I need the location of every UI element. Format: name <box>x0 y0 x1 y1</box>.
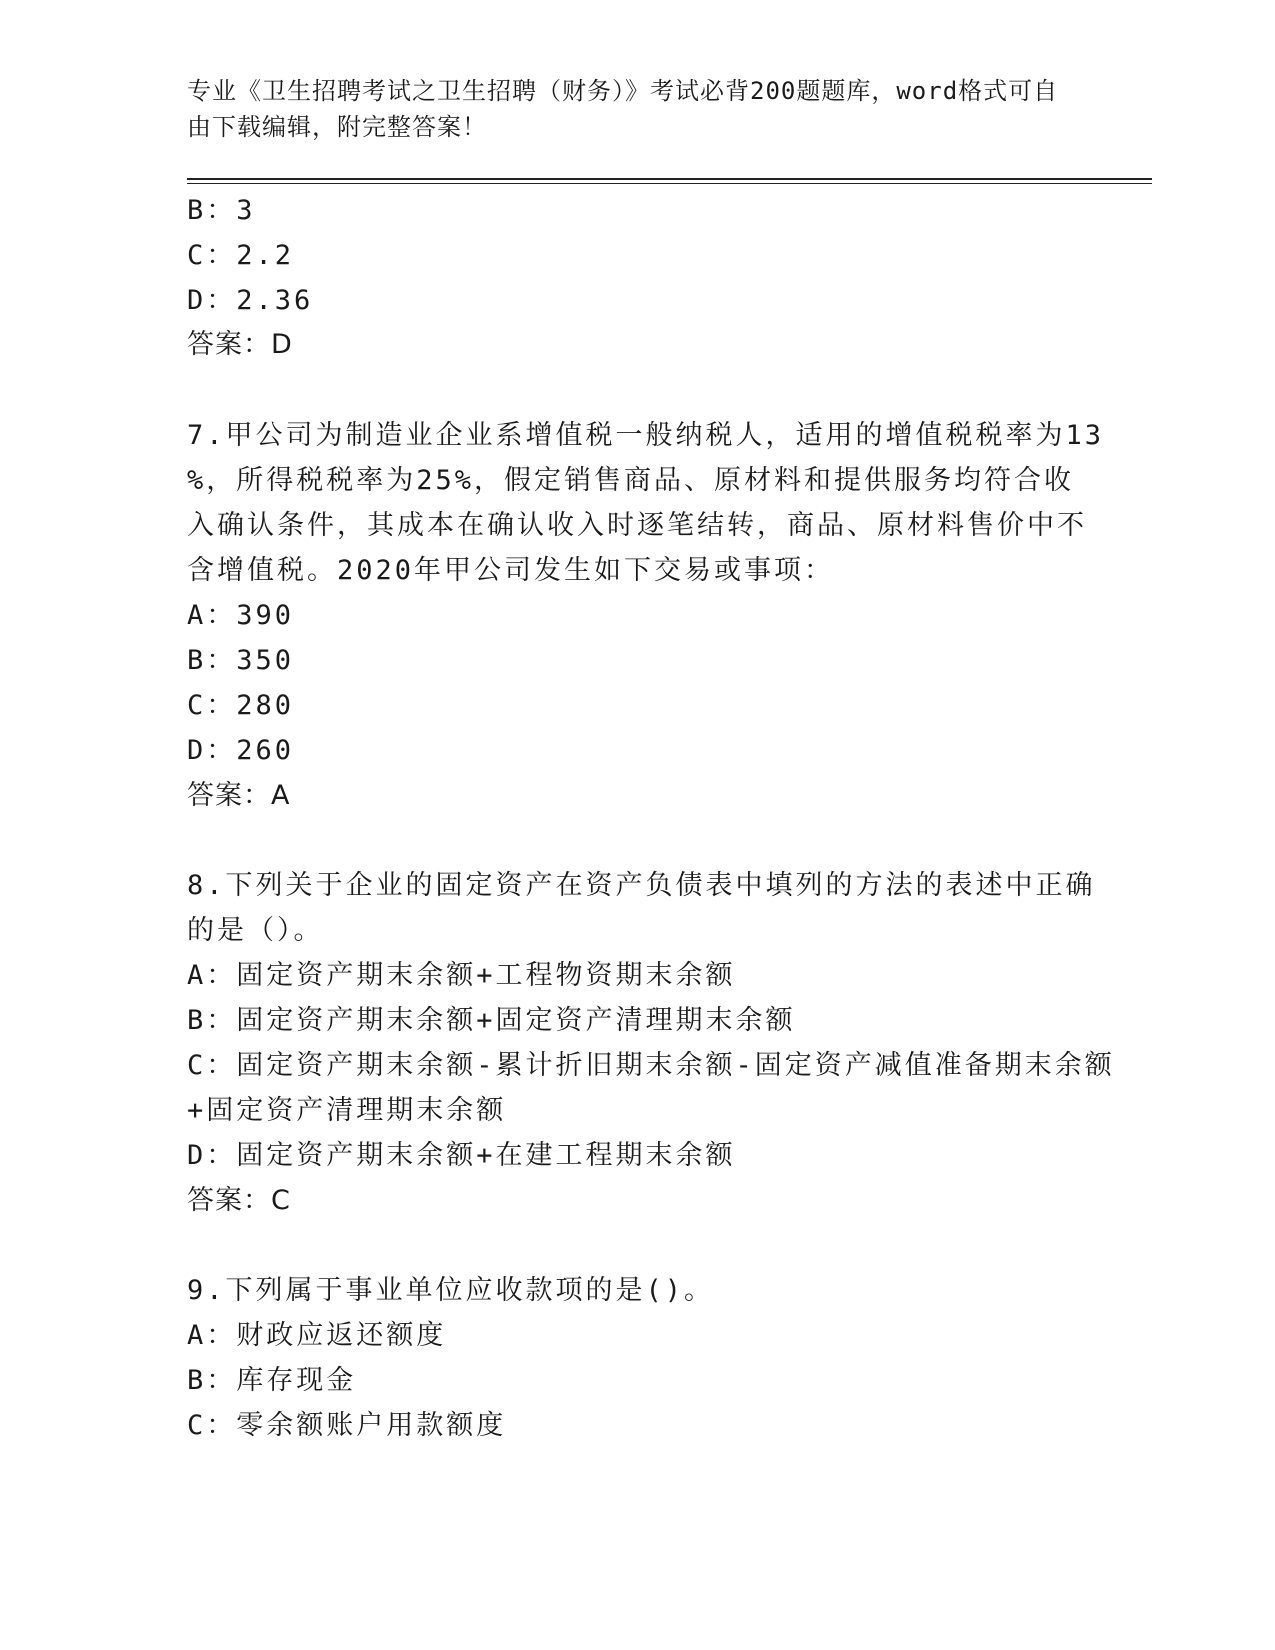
q7-option-a: A：390 <box>187 600 295 631</box>
prev-option-b: B：3 <box>187 195 256 226</box>
q8-stem-line-2: 的是（）。 <box>187 915 324 946</box>
q9-option-a: A：财政应返还额度 <box>187 1320 447 1351</box>
prev-answer: 答案：D <box>187 329 293 360</box>
q9-stem: 9.下列属于事业单位应收款项的是()。 <box>187 1275 715 1306</box>
q7-option-c: C：280 <box>187 690 295 721</box>
q7-stem-line-1: 7.甲公司为制造业企业系增值税一般纳税人，适用的增值税税率为13 <box>187 420 1105 451</box>
q8-stem-line-1: 8.下列关于企业的固定资产在资产负债表中填列的方法的表述中正确 <box>187 870 1096 901</box>
header-divider-thick <box>187 178 1152 180</box>
header-line-2: 由下载编辑，附完整答案！ <box>187 113 487 141</box>
q8-option-a: A：固定资产期末余额+工程物资期末余额 <box>187 960 736 991</box>
q9-option-c: C：零余额账户用款额度 <box>187 1410 507 1441</box>
q7-option-d: D：260 <box>187 735 295 766</box>
q9-option-b: B：库存现金 <box>187 1365 357 1396</box>
q8-option-c-line-1: C：固定资产期末余额-累计折旧期末余额-固定资产减值准备期末余额 <box>187 1050 1115 1081</box>
q8-answer: 答案：C <box>187 1185 291 1216</box>
header-line-1: 专业《卫生招聘考试之卫生招聘（财务）》考试必背200题题库，word格式可自 <box>187 77 1059 105</box>
prev-option-d: D：2.36 <box>187 285 314 316</box>
q8-option-c-line-2: +固定资产清理期末余额 <box>187 1095 507 1126</box>
q7-option-b: B：350 <box>187 645 295 676</box>
q7-answer: 答案：A <box>187 780 291 811</box>
q7-stem-line-4: 含增值税。2020年甲公司发生如下交易或事项： <box>187 555 835 586</box>
document-header <box>187 73 1067 145</box>
q7-stem-line-2: %，所得税税率为25%，假定销售商品、原材料和提供服务均符合收 <box>187 465 1075 496</box>
prev-option-c: C：2.2 <box>187 240 295 271</box>
q8-option-d: D：固定资产期末余额+在建工程期末余额 <box>187 1140 736 1171</box>
q7-stem-line-3: 入确认条件，其成本在确认收入时逐笔结转，商品、原材料售价中不 <box>187 510 1087 541</box>
header-divider-thin <box>187 183 1152 184</box>
q8-option-b: B：固定资产期末余额+固定资产清理期末余额 <box>187 1005 796 1036</box>
